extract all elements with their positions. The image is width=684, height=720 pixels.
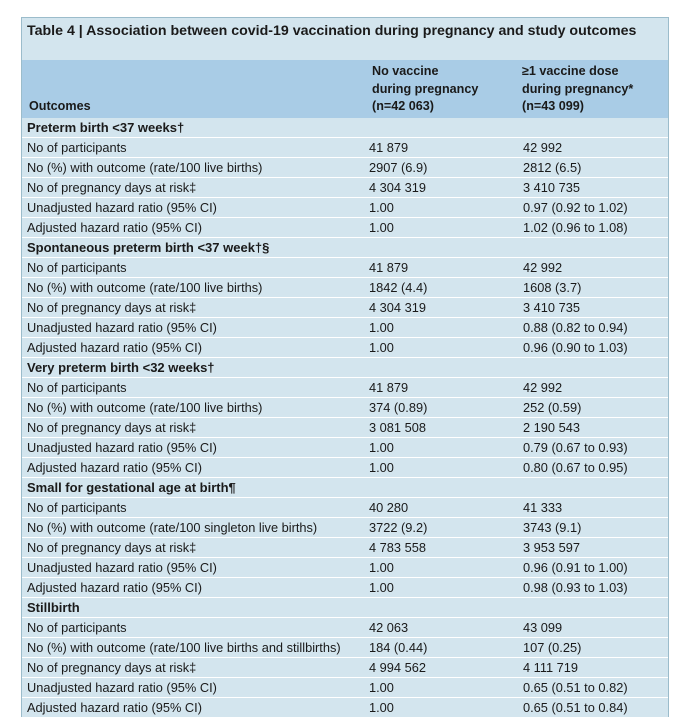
header-no-vaccine-line: (n=42 063): [372, 99, 434, 113]
no-vaccine-value: 1.00: [367, 677, 517, 697]
vaccine-value: 2 190 543: [517, 417, 668, 437]
no-vaccine-value: 1.00: [367, 437, 517, 457]
results-table: [22, 60, 668, 718]
row-label: No of pregnancy days at risk‡: [22, 177, 367, 197]
table-row: [22, 337, 668, 357]
row-label: Unadjusted hazard ratio (95% CI): [22, 317, 367, 337]
table-row: [22, 137, 668, 157]
row-label: No of pregnancy days at risk‡: [22, 417, 367, 437]
row-label: Adjusted hazard ratio (95% CI): [22, 577, 367, 597]
vaccine-value: 107 (0.25): [517, 637, 668, 657]
vaccine-value: 0.80 (0.67 to 0.95): [517, 457, 668, 477]
row-label: No of pregnancy days at risk‡: [22, 297, 367, 317]
header-no-vaccine: [367, 60, 517, 118]
header-vaccine-line: (n=43 099): [522, 99, 584, 113]
no-vaccine-value: 1.00: [367, 217, 517, 237]
row-label: No of pregnancy days at risk‡: [22, 657, 367, 677]
no-vaccine-value: 1.00: [367, 557, 517, 577]
row-label: No (%) with outcome (rate/100 singleton live births): [22, 517, 367, 537]
table-row: [22, 177, 668, 197]
vaccine-value: 3 953 597: [517, 537, 668, 557]
no-vaccine-value: 42 063: [367, 617, 517, 637]
no-vaccine-value: 4 304 319: [367, 177, 517, 197]
row-label: No of participants: [22, 257, 367, 277]
row-label: Unadjusted hazard ratio (95% CI): [22, 197, 367, 217]
table-row: [22, 397, 668, 417]
row-label: No (%) with outcome (rate/100 live births): [22, 277, 367, 297]
section-row: [22, 477, 668, 497]
table-row: [22, 377, 668, 397]
vaccine-value: 4 111 719: [517, 657, 668, 677]
no-vaccine-value: 1842 (4.4): [367, 277, 517, 297]
table-row: [22, 157, 668, 177]
section-row: [22, 357, 668, 377]
no-vaccine-value: 4 304 319: [367, 297, 517, 317]
section-title: Small for gestational age at birth¶: [22, 477, 668, 497]
row-label: No of participants: [22, 137, 367, 157]
header-vaccine: [517, 60, 668, 118]
row-label: No (%) with outcome (rate/100 live births): [22, 157, 367, 177]
no-vaccine-value: 184 (0.44): [367, 637, 517, 657]
no-vaccine-value: 4 994 562: [367, 657, 517, 677]
table-row: [22, 417, 668, 437]
vaccine-value: 0.98 (0.93 to 1.03): [517, 577, 668, 597]
table-row: [22, 517, 668, 537]
table-title: Table 4 | Association between covid-19 vaccination during pregnancy and study outcomes: [27, 23, 637, 39]
vaccine-value: 3743 (9.1): [517, 517, 668, 537]
table-row: [22, 697, 668, 717]
section-row: [22, 118, 668, 138]
table-row: [22, 657, 668, 677]
no-vaccine-value: 1.00: [367, 577, 517, 597]
vaccine-value: 43 099: [517, 617, 668, 637]
vaccine-value: 0.79 (0.67 to 0.93): [517, 437, 668, 457]
table-row: [22, 277, 668, 297]
table-row: [22, 677, 668, 697]
vaccine-value: 0.96 (0.91 to 1.00): [517, 557, 668, 577]
table-row: [22, 457, 668, 477]
section-title: Preterm birth <37 weeks†: [22, 118, 668, 138]
section-title: Stillbirth: [22, 597, 668, 617]
no-vaccine-value: 2907 (6.9): [367, 157, 517, 177]
no-vaccine-value: 1.00: [367, 197, 517, 217]
no-vaccine-value: 3722 (9.2): [367, 517, 517, 537]
row-label: Unadjusted hazard ratio (95% CI): [22, 677, 367, 697]
vaccine-value: 42 992: [517, 257, 668, 277]
section-title: Spontaneous preterm birth <37 week†§: [22, 237, 668, 257]
table-row: [22, 577, 668, 597]
row-label: Adjusted hazard ratio (95% CI): [22, 457, 367, 477]
row-label: Adjusted hazard ratio (95% CI): [22, 217, 367, 237]
vaccine-value: 1608 (3.7): [517, 277, 668, 297]
row-label: No of participants: [22, 377, 367, 397]
header-vaccine-line: ≥1 vaccine dose: [522, 64, 619, 78]
section-row: [22, 237, 668, 257]
vaccine-value: 42 992: [517, 137, 668, 157]
no-vaccine-value: 3 081 508: [367, 417, 517, 437]
header-outcomes: Outcomes: [22, 60, 367, 118]
header-no-vaccine-line: during pregnancy: [372, 81, 479, 96]
header-no-vaccine-line: No vaccine: [372, 64, 439, 78]
section-title: Very preterm birth <32 weeks†: [22, 357, 668, 377]
no-vaccine-value: 1.00: [367, 337, 517, 357]
vaccine-value: 0.65 (0.51 to 0.84): [517, 697, 668, 717]
no-vaccine-value: 4 783 558: [367, 537, 517, 557]
table-row: [22, 217, 668, 237]
section-row: [22, 597, 668, 617]
table-row: [22, 537, 668, 557]
no-vaccine-value: 41 879: [367, 377, 517, 397]
row-label: Adjusted hazard ratio (95% CI): [22, 337, 367, 357]
table-row: [22, 617, 668, 637]
table-row: [22, 557, 668, 577]
row-label: No of pregnancy days at risk‡: [22, 537, 367, 557]
row-label: Unadjusted hazard ratio (95% CI): [22, 557, 367, 577]
no-vaccine-value: 40 280: [367, 497, 517, 517]
vaccine-value: 42 992: [517, 377, 668, 397]
vaccine-value: 2812 (6.5): [517, 157, 668, 177]
table-row: [22, 257, 668, 277]
vaccine-value: 3 410 735: [517, 297, 668, 317]
row-label: No of participants: [22, 497, 367, 517]
no-vaccine-value: 374 (0.89): [367, 397, 517, 417]
vaccine-value: 1.02 (0.96 to 1.08): [517, 217, 668, 237]
vaccine-value: 0.88 (0.82 to 0.94): [517, 317, 668, 337]
table-row: [22, 297, 668, 317]
vaccine-value: 3 410 735: [517, 177, 668, 197]
vaccine-value: 0.96 (0.90 to 1.03): [517, 337, 668, 357]
table-row: [22, 637, 668, 657]
header-vaccine-line: during pregnancy*: [522, 81, 634, 96]
no-vaccine-value: 41 879: [367, 257, 517, 277]
no-vaccine-value: 1.00: [367, 697, 517, 717]
no-vaccine-value: 1.00: [367, 317, 517, 337]
row-label: No (%) with outcome (rate/100 live births): [22, 397, 367, 417]
row-label: Unadjusted hazard ratio (95% CI): [22, 437, 367, 457]
table-row: [22, 497, 668, 517]
table-body: [22, 118, 668, 718]
vaccine-value: 0.97 (0.92 to 1.02): [517, 197, 668, 217]
no-vaccine-value: 41 879: [367, 137, 517, 157]
row-label: No of participants: [22, 617, 367, 637]
table-panel: [21, 17, 669, 717]
vaccine-value: 0.65 (0.51 to 0.82): [517, 677, 668, 697]
table-header-row: [22, 60, 668, 118]
row-label: Adjusted hazard ratio (95% CI): [22, 697, 367, 717]
vaccine-value: 41 333: [517, 497, 668, 517]
table-row: [22, 437, 668, 457]
no-vaccine-value: 1.00: [367, 457, 517, 477]
table-row: [22, 197, 668, 217]
table-row: [22, 317, 668, 337]
row-label: No (%) with outcome (rate/100 live births and stillbirths): [22, 637, 367, 657]
vaccine-value: 252 (0.59): [517, 397, 668, 417]
